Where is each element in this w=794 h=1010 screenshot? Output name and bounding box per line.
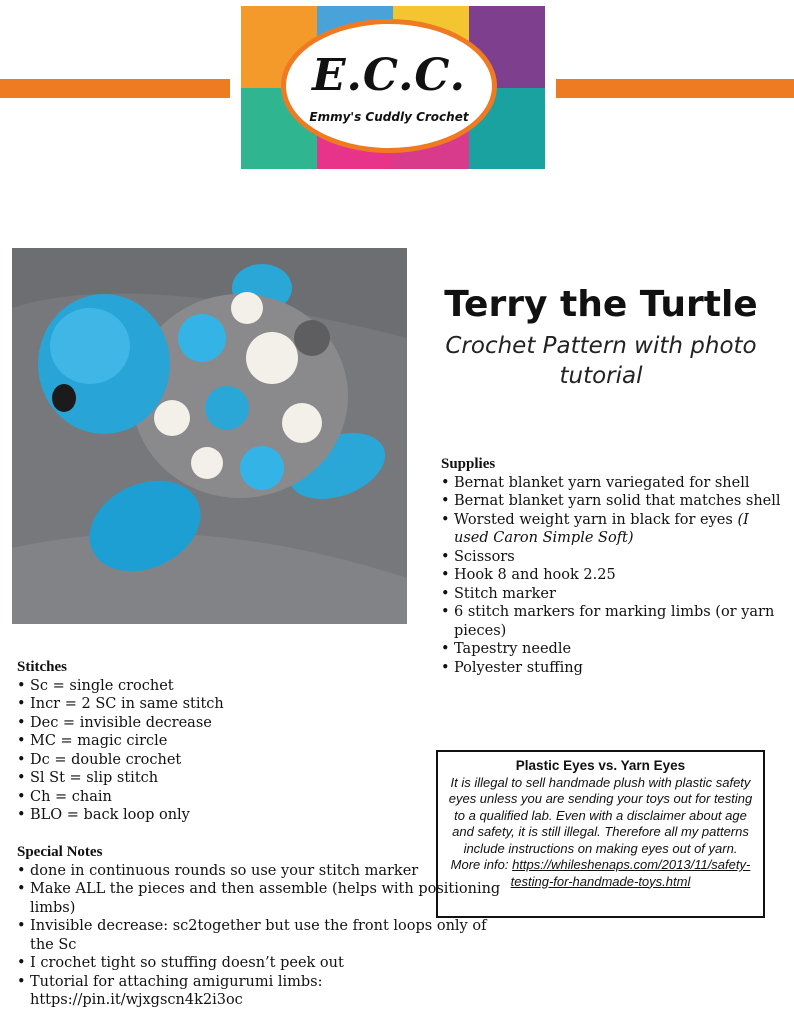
safety-testing-link[interactable]: https://whileshenaps.com/2013/11/safety-testing-for-handmade-toys.html xyxy=(510,857,751,889)
list-item[interactable]: • Tutorial for attaching amigurumi limbs: https://pin.it/wjxgscn4k2i3oc xyxy=(17,973,507,1010)
list-item: • Invisible decrease: sc2together but use the front loops only of the Sc xyxy=(17,917,507,954)
logo-name: Emmy's Cuddly Crochet xyxy=(309,110,469,124)
special-notes-section xyxy=(17,843,507,1010)
title-block xyxy=(420,283,782,391)
list-item: • MC = magic circle xyxy=(17,732,417,751)
eyes-box-more xyxy=(444,857,757,890)
special-notes-list xyxy=(17,862,507,1010)
list-item: • done in continuous rounds so use your stitch marker xyxy=(17,862,507,881)
turtle-plush-photo xyxy=(12,248,407,624)
list-item: • Worsted weight yarn in black for eyes (I used Caron Simple Soft) xyxy=(441,511,781,548)
eyes-box-body: It is illegal to sell handmade plush with plastic safety eyes unless you are sending your toys out for testing to a qualified lab. Even with a disclaimer about age and safety, it is still illegal. Therefore all my patterns include instructions on making eyes out of yarn. xyxy=(448,774,753,856)
logo-mark: E.C.C. xyxy=(312,50,466,101)
list-item: • Hook 8 and hook 2.25 xyxy=(441,566,781,585)
list-item: • Dec = invisible decrease xyxy=(17,714,417,733)
list-item: • Tapestry needle xyxy=(441,640,781,659)
page-title: Terry the Turtle xyxy=(444,284,758,325)
supplies-list xyxy=(441,474,781,678)
list-item: • Polyester stuffing xyxy=(441,659,781,678)
list-item: • Sc = single crochet xyxy=(17,677,417,696)
supplies-section xyxy=(441,455,781,677)
eyes-info-box xyxy=(436,750,765,918)
stitches-heading: Stitches xyxy=(17,659,67,675)
page-subtitle: Crochet Pattern with photo tutorial xyxy=(445,333,757,389)
list-item: • Bernat blanket yarn solid that matches shell xyxy=(441,492,781,511)
list-item: • Make ALL the pieces and then assemble (helps with positioning limbs) xyxy=(17,880,507,917)
list-item: • Scissors xyxy=(441,548,781,567)
list-item: • BLO = back loop only xyxy=(17,806,417,825)
list-item: • Bernat blanket yarn variegated for shell xyxy=(441,474,781,493)
list-item: • Stitch marker xyxy=(441,585,781,604)
header-bar-right xyxy=(556,79,794,98)
stitches-list xyxy=(17,677,417,825)
brand-logo xyxy=(241,6,545,169)
header-bar-left xyxy=(0,79,230,98)
list-item: • Sl St = slip stitch xyxy=(17,769,417,788)
eyes-box-title: Plastic Eyes vs. Yarn Eyes xyxy=(515,758,686,773)
list-item: • 6 stitch markers for marking limbs (or yarn pieces) xyxy=(441,603,781,640)
supplies-heading: Supplies xyxy=(441,456,496,472)
list-item: • Incr = 2 SC in same stitch xyxy=(17,695,417,714)
turtle-illustration xyxy=(12,248,407,624)
list-item: • I crochet tight so stuffing doesn’t peek out xyxy=(17,954,507,973)
more-info-label: More info: xyxy=(450,857,509,872)
stitches-section xyxy=(17,658,417,825)
list-item: • Dc = double crochet xyxy=(17,751,417,770)
eyes-yarn-note: (I used Caron Simple Soft) xyxy=(454,511,749,546)
list-item: • Ch = chain xyxy=(17,788,417,807)
special-notes-heading: Special Notes xyxy=(17,844,103,860)
